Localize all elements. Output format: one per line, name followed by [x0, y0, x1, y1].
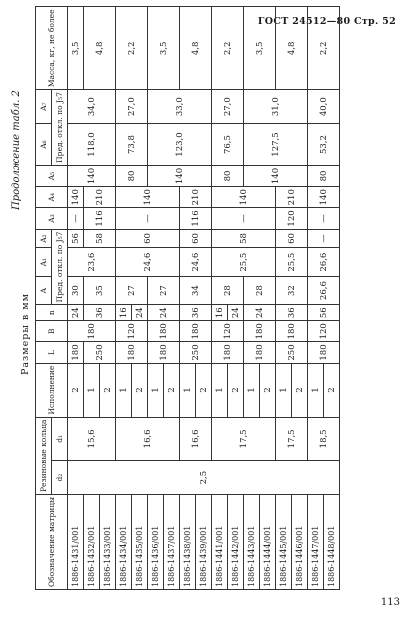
cell-A2: 58 — [212, 229, 276, 248]
col-A4: A₄ — [36, 187, 68, 208]
cell-exec: 1 — [244, 363, 260, 417]
cell-L: 180 — [68, 342, 84, 363]
cell-designation: 1886-1433/001 — [100, 494, 116, 589]
cell-A5: 80 — [308, 165, 340, 186]
cell-exec: 1 — [276, 363, 292, 417]
cell-A3: 120 — [276, 208, 308, 229]
cell-B: 180 — [276, 321, 308, 342]
cell-L: 180 — [308, 342, 340, 363]
cell-A7: 27,0 — [212, 90, 244, 124]
cell-exec: 1 — [84, 363, 100, 417]
cell-d2: 2,5 — [68, 461, 340, 495]
cell-A1: 23,6 — [68, 248, 116, 276]
col-L: L — [36, 342, 68, 363]
cell-A6: 76,5 — [212, 124, 244, 166]
cell-exec: 2 — [260, 363, 276, 417]
cell-A7: 40,0 — [308, 90, 340, 124]
cell-n: 16 — [116, 305, 132, 321]
cell-exec: 1 — [116, 363, 132, 417]
cell-B: 120 — [308, 321, 340, 342]
cell-designation: 1886-1446/001 — [292, 494, 308, 589]
cell-A4: 140 — [308, 187, 340, 208]
cell-mass: 4,8 — [180, 7, 212, 90]
cell-A1: 26,6 — [308, 248, 340, 276]
cell-designation: 1886-1434/001 — [116, 494, 132, 589]
cell-designation: 1886-1436/001 — [148, 494, 164, 589]
cell-exec: 2 — [292, 363, 308, 417]
cell-A: 35 — [84, 276, 116, 304]
cell-B: 180 — [148, 321, 180, 342]
cell-A4: 140 — [68, 187, 84, 208]
cell-A: 34 — [180, 276, 212, 304]
col-A1: A₁ — [36, 248, 52, 276]
cell-A: 30 — [68, 276, 84, 304]
cell-A1: 24,6 — [116, 248, 180, 276]
col-d2: d₂ — [52, 461, 68, 495]
cell-A4: 210 — [84, 187, 116, 208]
cell-exec: 2 — [228, 363, 244, 417]
cell-n: 16 — [212, 305, 228, 321]
col-rings: Резиновые кольца — [36, 417, 52, 494]
col-A: A — [36, 276, 52, 304]
cell-A4: 140 — [212, 187, 276, 208]
cell-n: 24 — [68, 305, 84, 321]
cell-A4: 210 — [180, 187, 212, 208]
cell-n: 24 — [228, 305, 244, 321]
cell-A1: 25,5 — [276, 248, 308, 276]
col-A3: A₃ — [36, 208, 68, 229]
cell-A6: 118,0 — [68, 124, 116, 166]
cell-mass: 4,8 — [84, 7, 116, 90]
table-row — [68, 7, 84, 590]
cell-exec: 2 — [196, 363, 212, 417]
col-mass: Масса, кг, не более — [36, 7, 68, 90]
cell-d1: 17,5 — [276, 417, 308, 461]
cell-L: 180 — [212, 342, 244, 363]
cell-d1: 18,5 — [308, 417, 340, 461]
cell-B: 120 — [212, 321, 244, 342]
cell-d1: 17,5 — [212, 417, 276, 461]
table-row — [212, 7, 228, 590]
dimensions-title: Размеры в мм — [20, 292, 31, 375]
cell-designation: 1886-1447/001 — [308, 494, 324, 589]
cell-A7: 33,0 — [148, 90, 212, 124]
cell-A4: 210 — [276, 187, 308, 208]
cell-n: 24 — [148, 305, 180, 321]
cell-n: 24 — [132, 305, 148, 321]
cell-A4: 140 — [116, 187, 180, 208]
cell-mass: 4,8 — [276, 7, 308, 90]
cell-A: 28 — [244, 276, 276, 304]
cell-designation: 1886-1431/001 — [68, 494, 84, 589]
cell-A: 27 — [148, 276, 180, 304]
cell-mass: 3,5 — [244, 7, 276, 90]
cell-designation: 1886-1435/001 — [132, 494, 148, 589]
table-row — [244, 7, 260, 590]
table-row — [148, 7, 164, 590]
col-B: B — [36, 321, 68, 342]
cell-A5: 80 — [212, 165, 244, 186]
col-tol1: Пред. откл. по J₅7 — [52, 229, 68, 305]
cell-mass: 3,5 — [148, 7, 180, 90]
cell-A2: — — [308, 229, 340, 248]
cell-designation: 1886-1438/001 — [180, 494, 196, 589]
cell-A3: — — [116, 208, 180, 229]
cell-mass: 2,2 — [212, 7, 244, 90]
cell-mass: 2,2 — [308, 7, 340, 90]
cell-A3: 116 — [180, 208, 212, 229]
continued-label: Продолжение табл. 2 — [11, 90, 22, 210]
cell-designation: 1886-1444/001 — [260, 494, 276, 589]
cell-designation: 1886-1441/001 — [212, 494, 228, 589]
cell-n: 56 — [308, 305, 340, 321]
cell-A7: 34,0 — [68, 90, 116, 124]
cell-designation: 1886-1443/001 — [244, 494, 260, 589]
cell-n: 36 — [180, 305, 212, 321]
cell-B: 180 — [244, 321, 276, 342]
cell-designation: 1886-1439/001 — [196, 494, 212, 589]
cell-exec: 2 — [132, 363, 148, 417]
cell-L: 180 — [244, 342, 276, 363]
col-A6: A₆ — [36, 124, 52, 166]
cell-B: 180 — [68, 321, 116, 342]
cell-n: 24 — [244, 305, 276, 321]
cell-A2: 56 — [68, 229, 84, 248]
cell-A2: 58 — [84, 229, 116, 248]
cell-A3: — — [308, 208, 340, 229]
cell-mass: 3,5 — [68, 7, 84, 90]
cell-designation: 1886-1445/001 — [276, 494, 292, 589]
cell-designation: 1886-1448/001 — [324, 494, 340, 589]
cell-A7: 31,0 — [244, 90, 308, 124]
col-A5: A₅ — [36, 165, 68, 186]
cell-A: 28 — [212, 276, 244, 304]
cell-A6: 123,0 — [148, 124, 212, 166]
cell-exec: 2 — [164, 363, 180, 417]
page-header: ГОСТ 24512—80 Стр. 52 — [257, 16, 396, 27]
cell-A5: 140 — [244, 165, 308, 186]
cell-B: 180 — [180, 321, 212, 342]
cell-A6: 127,5 — [244, 124, 308, 166]
col-A7: A₇ — [36, 90, 52, 124]
col-exec: Исполнение — [36, 363, 68, 417]
cell-exec: 2 — [100, 363, 116, 417]
cell-exec: 1 — [148, 363, 164, 417]
dimensions-table — [35, 6, 340, 590]
cell-L: 180 — [148, 342, 180, 363]
cell-A2: 60 — [180, 229, 212, 248]
cell-exec: 1 — [308, 363, 324, 417]
cell-exec: 1 — [180, 363, 196, 417]
cell-designation: 1886-1437/001 — [164, 494, 180, 589]
cell-L: 180 — [116, 342, 148, 363]
cell-mass: 2,2 — [116, 7, 148, 90]
cell-d1: 16,6 — [116, 417, 180, 461]
cell-L: 250 — [276, 342, 308, 363]
cell-A5: 140 — [68, 165, 116, 186]
cell-exec: 2 — [324, 363, 340, 417]
page-number: 113 — [380, 597, 400, 608]
cell-A6: 73,8 — [116, 124, 148, 166]
cell-A5: 140 — [148, 165, 212, 186]
cell-A2: 60 — [276, 229, 308, 248]
cell-A1: 24,6 — [180, 248, 212, 276]
cell-B: 120 — [116, 321, 148, 342]
table-row — [116, 7, 132, 590]
cell-A1: 25,5 — [212, 248, 276, 276]
cell-A3: — — [68, 208, 84, 229]
col-A2: A₂ — [36, 229, 52, 248]
cell-d1: 16,6 — [180, 417, 212, 461]
cell-A: 26,6 — [308, 276, 340, 304]
table-row — [308, 7, 324, 590]
col-d1: d₁ — [52, 417, 68, 461]
cell-exec: 1 — [212, 363, 228, 417]
cell-L: 250 — [180, 342, 212, 363]
cell-L: 250 — [84, 342, 116, 363]
cell-designation: 1886-1432/001 — [84, 494, 100, 589]
cell-A6: 53,2 — [308, 124, 340, 166]
col-designation: Обозначение матрицы — [36, 494, 68, 589]
cell-A5: 80 — [116, 165, 148, 186]
cell-exec: 2 — [68, 363, 84, 417]
cell-A: 27 — [116, 276, 148, 304]
cell-n: 36 — [276, 305, 308, 321]
cell-designation: 1886-1442/001 — [228, 494, 244, 589]
cell-A: 32 — [276, 276, 308, 304]
cell-n: 36 — [84, 305, 116, 321]
col-n: n — [36, 305, 68, 321]
cell-A2: 60 — [116, 229, 180, 248]
cell-A3: 116 — [84, 208, 116, 229]
cell-A3: — — [212, 208, 276, 229]
col-tol2: Пред. откл. по J₅7 — [52, 90, 68, 166]
cell-d1: 15,6 — [68, 417, 116, 461]
cell-A7: 27,0 — [116, 90, 148, 124]
